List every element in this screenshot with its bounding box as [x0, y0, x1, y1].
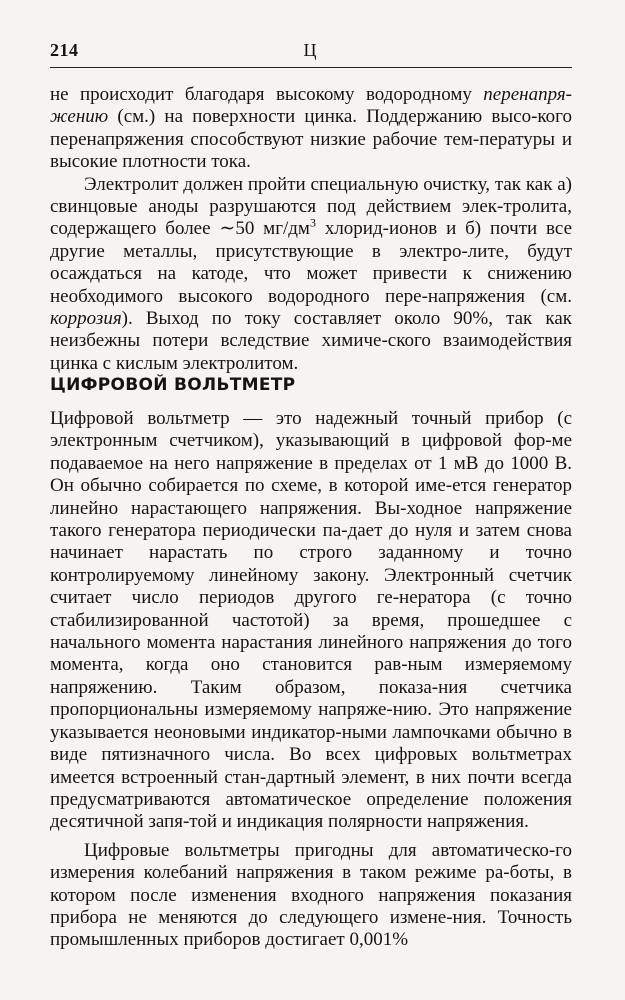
- page-number: 214: [50, 40, 79, 60]
- text-run: не происходит благодаря высокому водородному: [50, 84, 484, 105]
- text-run: хлорид-ионов и б) почти все другие металлы, присутствующие в электро-лите, будут осаждаться на катоде, что может привести к снижению необходимого высокого водородного пере-напряжения (см.: [50, 218, 573, 307]
- entry-text: [50, 408, 572, 952]
- paragraph: Цифровые вольтметры пригодны для автоматическо-го измерения колебаний напряжения в таком режиме ра-боты, в котором после изменения входного напряжения показания прибора не меняются до следующего измене-ния. Точность промышленных приборов достигает 0,001%: [50, 839, 572, 951]
- italic-term: коррозия: [50, 308, 122, 330]
- text-run: ). Выход по току составляет около 90%, так как неизбежны потери вследствие химиче-ского взаимодействия цинка с кислым электролитом.: [50, 308, 572, 374]
- section-heading: ЦИФРОВОЙ ВОЛЬТМЕТР: [50, 375, 296, 395]
- superscript: 3: [309, 216, 316, 231]
- page-header: [50, 38, 570, 64]
- header-rule: [50, 67, 572, 68]
- paragraph: Цифровой вольтметр — это надежный точный прибор (с электронным счетчиком), указывающий в цифровой фор-ме подаваемое на него напряжение в пределах от 1 мВ до 1000 В. Он обычно собирается по схеме, в которой име-ется генератор линейно нарастающего напряжения. Вы-ходное напряжение такого генератора периодически па-дает до нуля и затем снова начинает нарастать по строго заданному и точно контролируемому линейному закону. Электронный счетчик считает число периодов другого ге-нератора (с точно стабилизированной частотой) за время, прошедшее с начального момента нарастания линейного напряжения до того момента, когда оно становится рав-ным измеряемому напряжению. Таким образом, показа-ния счетчика пропорциональны измеряемому напряже-нию. Это напряжение указывается неоновыми индикатор-ными лампочками обычно в виде пятизначного числа. Во всех цифровых вольтметрах имеется встроенный стан-дартный элемент, в них почти всегда предусматриваются автоматическое определение положения десятичной запя-той и индикация полярности напряжения.: [50, 408, 572, 833]
- paragraph: [50, 84, 572, 174]
- text-run: Электролит должен пройти специальную очистку, так как а) свинцовые аноды разрушаются под действием элек-тролита, содержащего более ∼50 мг/дм: [50, 173, 572, 240]
- paragraph: [50, 174, 572, 376]
- italic-term: перенапря-жению: [50, 84, 572, 128]
- running-head: Ц: [303, 40, 317, 60]
- previous-entry-text: [50, 84, 572, 375]
- text-run: (см.) на поверхности цинка. Поддержанию высо-кого перенапряжения способствуют низкие рабочие тем-пературы и высокие плотности тока.: [50, 106, 572, 173]
